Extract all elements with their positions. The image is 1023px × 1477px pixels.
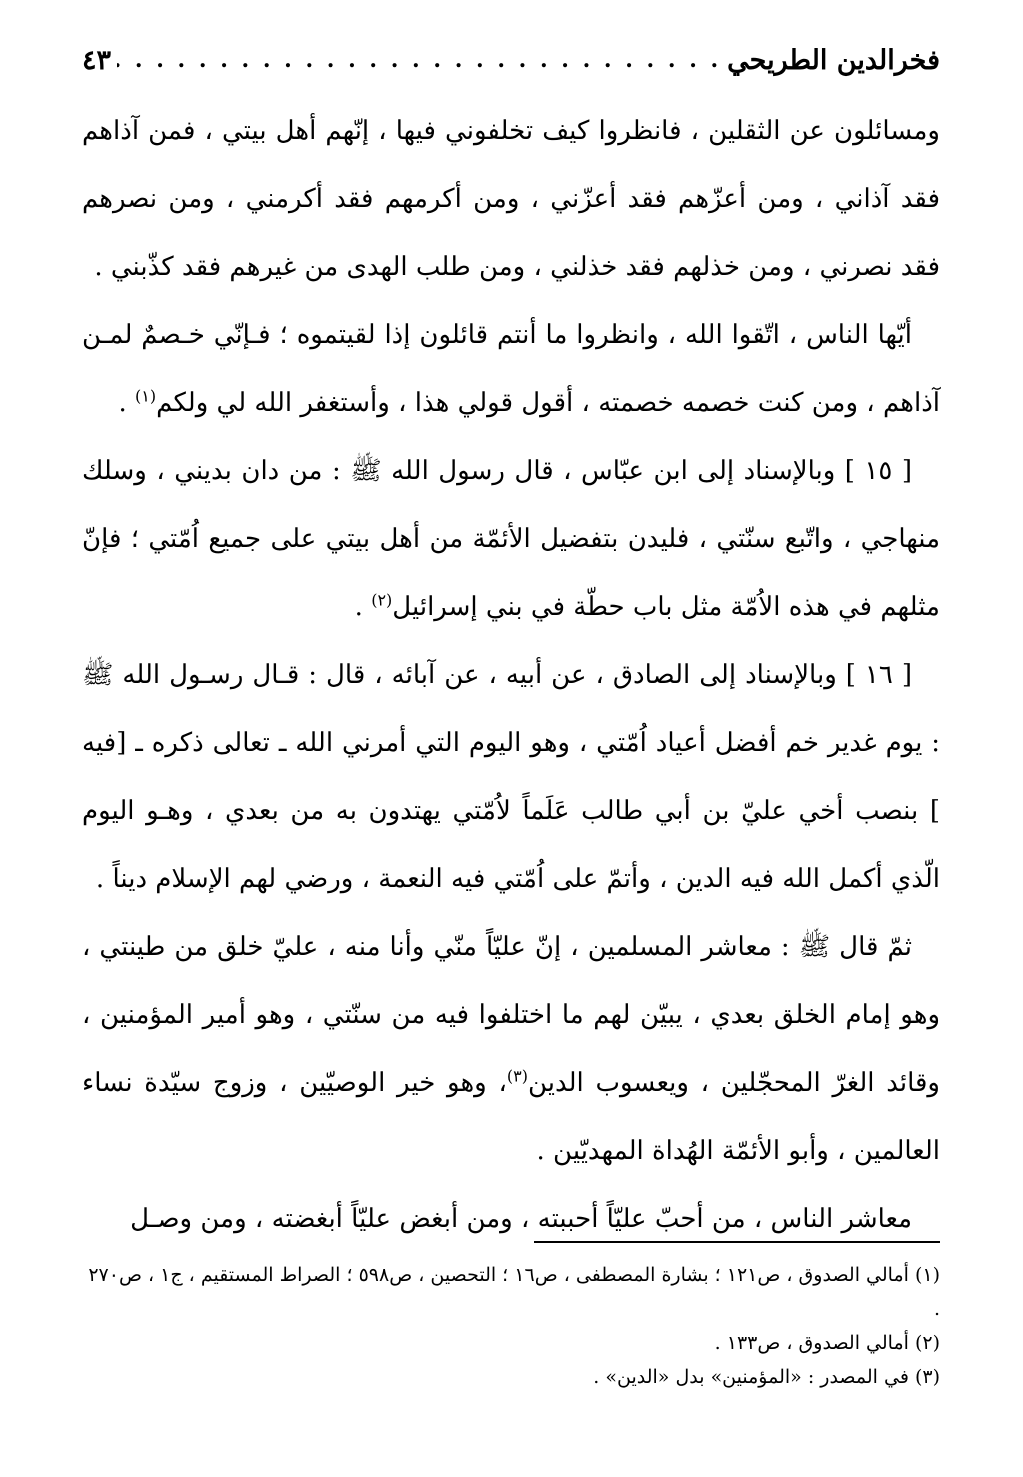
paragraph-5 bbox=[82, 913, 940, 1185]
dot-leader bbox=[117, 49, 721, 71]
paragraph-2-text: أيّها الناس ، اتّقوا الله ، وانظروا ما أنتم قائلون إذا لقيتموه ؛ فـإنّي خـصمٌ لمـن آذاهم ، ومن كنت خصمه خصمته ، أقول قولي هذا ، وأستغفر الله لي ولكم bbox=[82, 320, 940, 418]
paragraph-3-end: . bbox=[354, 592, 372, 622]
paragraph-6: معاشر الناس ، من أحبّ عليّاً أحببته ، ومن أبغض عليّاً أبغضته ، ومن وصـل bbox=[130, 1204, 912, 1234]
running-head bbox=[82, 38, 940, 82]
footnote-ref-2: (٢) bbox=[371, 590, 393, 610]
page-number: ٤٣ bbox=[82, 44, 112, 76]
footnote-3: (٣) في المصدر : «المؤمنين» بدل «الدين» . bbox=[593, 1366, 940, 1388]
paragraph-3-text: [ ١٥ ] وبالإسناد إلى ابن عبّاس ، قال رسول الله ﷺ : من دان بديني ، وسلك منهاجي ، واتّبع سنّتي ، فليدن بتفضيل الأئمّة من أهل بيتي على جميع اُمّتي ؛ فإنّ مثلهم في هذه الاُمّة مثل باب حطّة في بني إسرائيل bbox=[82, 456, 940, 622]
paragraph-4: [ ١٦ ] وبالإسناد إلى الصادق ، عن أبيه ، عن آبائه ، قال : قـال رسـول الله ﷺ : يوم غدير خم أفضل أعياد اُمّتي ، وهو اليوم التي أمرني الله ـ تعالى ذكره ـ [فيه ] بنصب أخي عليّ بن أبي طالب عَلَماً لاُمّتي يهتدون به من بعدي ، وهـو اليوم الّذي أكمل الله فيه الدين ، وأتمّ على اُمّتي فيه النعمة ، ورضي لهم الإسلام ديناً . bbox=[82, 660, 940, 894]
footnote-rule bbox=[534, 1241, 940, 1243]
footnote-2: (٢) أمالي الصدوق ، ص١٣٣ . bbox=[714, 1332, 940, 1354]
paragraph-5-text-cont: ، وهو خير الوصيّين ، وزوج سيّدة نساء العالمين ، وأبو الأئمّة الهُداة المهديّين . bbox=[82, 1068, 940, 1166]
footnotes bbox=[82, 1258, 940, 1394]
paragraph-1: ومسائلون عن الثقلين ، فانظروا كيف تخلفوني فيها ، إنّهم أهل بيتي ، فمن آذاهم فقد آذاني ، ومن أعزّهم فقد أعزّني ، ومن أكرمهم فقد أكرمني ، ومن نصرهم فقد نصرني ، ومن خذلهم فقد خذلني ، ومن طلب الهدى من غيرهم فقد كذّبني . bbox=[82, 116, 940, 282]
footnote-1: (١) أمالي الصدوق ، ص١٢١ ؛ بشارة المصطفى ، ص١٦ ؛ التحصين ، ص٥٩٨ ؛ الصراط المستقيم ، ج١ ، ص٢٧٠ . bbox=[88, 1264, 940, 1320]
footnote-ref-1: (١) bbox=[135, 386, 157, 406]
paragraph-2-end: . bbox=[118, 388, 136, 418]
running-head-title: فخرالدين الطريحي bbox=[727, 44, 940, 76]
paragraph-2 bbox=[82, 301, 940, 437]
paragraph-3 bbox=[82, 437, 940, 641]
paragraph-5-text: ثمّ قال ﷺ : معاشر المسلمين ، إنّ عليّاً منّي وأنا منه ، عليّ خلق من طينتي ، وهو إمام الخلق بعدي ، يبيّن لهم ما اختلفوا فيه من سنّتي ، وهو أمير المؤمنين ، وقائد الغرّ المحجّلين ، ويعسوب الدين bbox=[82, 932, 940, 1098]
footnote-ref-3: (٣) bbox=[506, 1066, 528, 1086]
main-text bbox=[82, 97, 940, 1253]
